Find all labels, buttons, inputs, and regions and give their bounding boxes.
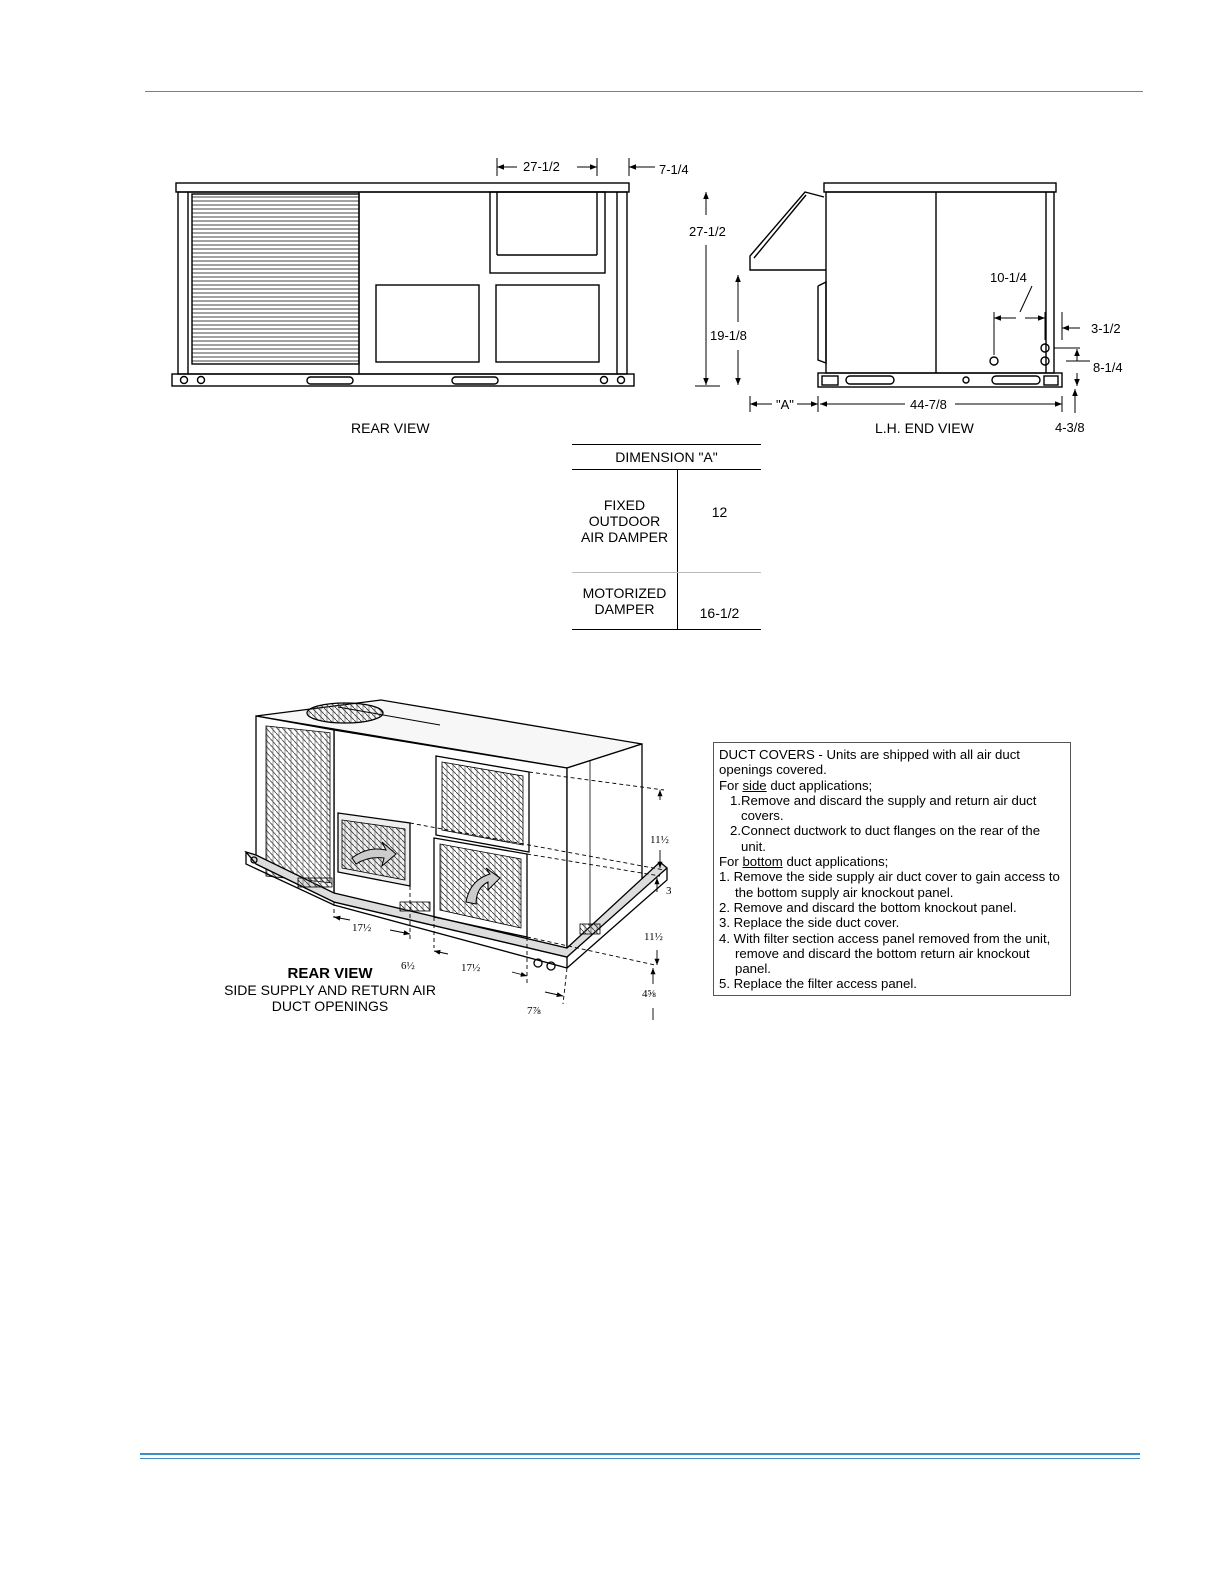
dimension-a-table [572,444,761,630]
dim-top-offset: 7-1/4 [659,162,689,177]
bottom-prefix: For [719,854,743,870]
label-line: MOTORIZED [582,585,667,601]
side-suffix: duct applications; [766,777,873,793]
rear-view-label: REAR VIEW [351,420,430,436]
iso-dim-7-7-8: 7⅞ [527,1005,541,1017]
end-view-drawing [750,183,1062,387]
label-line: OUTDOOR [588,513,661,529]
dim-4-3-8: 4-3/8 [1055,420,1085,435]
bottom-step: 5. Replace the filter access panel. [719,976,917,992]
table-row [572,573,761,630]
iso-caption [220,966,440,1014]
iso-caption-line1: SIDE SUPPLY AND RETURN AIR [224,982,436,998]
duct-covers-intro: DUCT COVERS - Units are shipped with all air duct openings covered. [719,747,1020,778]
label-line: FIXED [603,497,646,513]
duct-covers-note [713,742,1071,996]
footer-rule [140,1453,1140,1455]
label-line: DAMPER [594,601,655,617]
side-heading [719,778,1065,793]
iso-dim-6-1-2: 6½ [401,960,415,972]
bottom-step: 3. Replace the side duct cover. [719,915,900,931]
iso-dim-11-1-2-a: 11½ [650,834,669,846]
dim-10-1-4: 10-1/4 [990,270,1027,285]
iso-dim-11-1-2-b: 11½ [644,931,663,943]
bottom-step: 4. With filter section access panel removed from the unit, remove and discard the bottom return air knockout panel. [719,930,1051,977]
side-word: side [742,777,767,793]
dimension-a-header: DIMENSION "A" [572,445,761,470]
dim-lower-height: 19-1/8 [710,328,747,343]
rear-view-drawing [172,183,634,386]
footer-rule-thin [140,1458,1140,1459]
table-row [572,470,761,573]
isometric-unit-drawing [246,700,667,970]
end-view-dimension-lines [750,286,1090,413]
bottom-step: 2. Remove and discard the bottom knockout panel. [719,899,1017,915]
end-view-label: L.H. END VIEW [875,420,974,436]
iso-dim-3: 3 [666,885,672,897]
row-label [572,573,678,630]
label-line: AIR DAMPER [580,529,669,545]
dim-8-1-4: 8-1/4 [1093,360,1123,375]
bottom-suffix: duct applications; [782,854,889,870]
bottom-word: bottom [742,854,783,870]
bottom-step: 1. Remove the side supply air duct cover to gain access to the bottom supply air knockout panel. [719,869,1060,900]
dim-width: 44-7/8 [910,397,947,412]
iso-dim-17-1-2-a: 17½ [352,922,372,934]
side-prefix: For [719,777,743,793]
bottom-heading [719,854,1065,869]
row-label [572,470,678,573]
row-value: 16-1/2 [678,573,762,630]
side-step: 1.Remove and discard the supply and return air duct covers. [730,792,1037,824]
dim-3-1-2: 3-1/2 [1091,321,1121,336]
iso-caption-line2: DUCT OPENINGS [271,998,389,1014]
row-value: 12 [678,470,762,573]
iso-dim-4-5-8: 4⅝ [642,988,656,1000]
dim-a: "A" [776,397,794,412]
dim-top-width: 27-1/2 [523,159,560,174]
iso-dim-17-1-2-b: 17½ [461,962,481,974]
dim-height: 27-1/2 [689,224,726,239]
side-step: 2.Connect ductwork to duct flanges on the rear of the unit. [730,823,1041,854]
iso-caption-title: REAR VIEW [287,965,373,982]
